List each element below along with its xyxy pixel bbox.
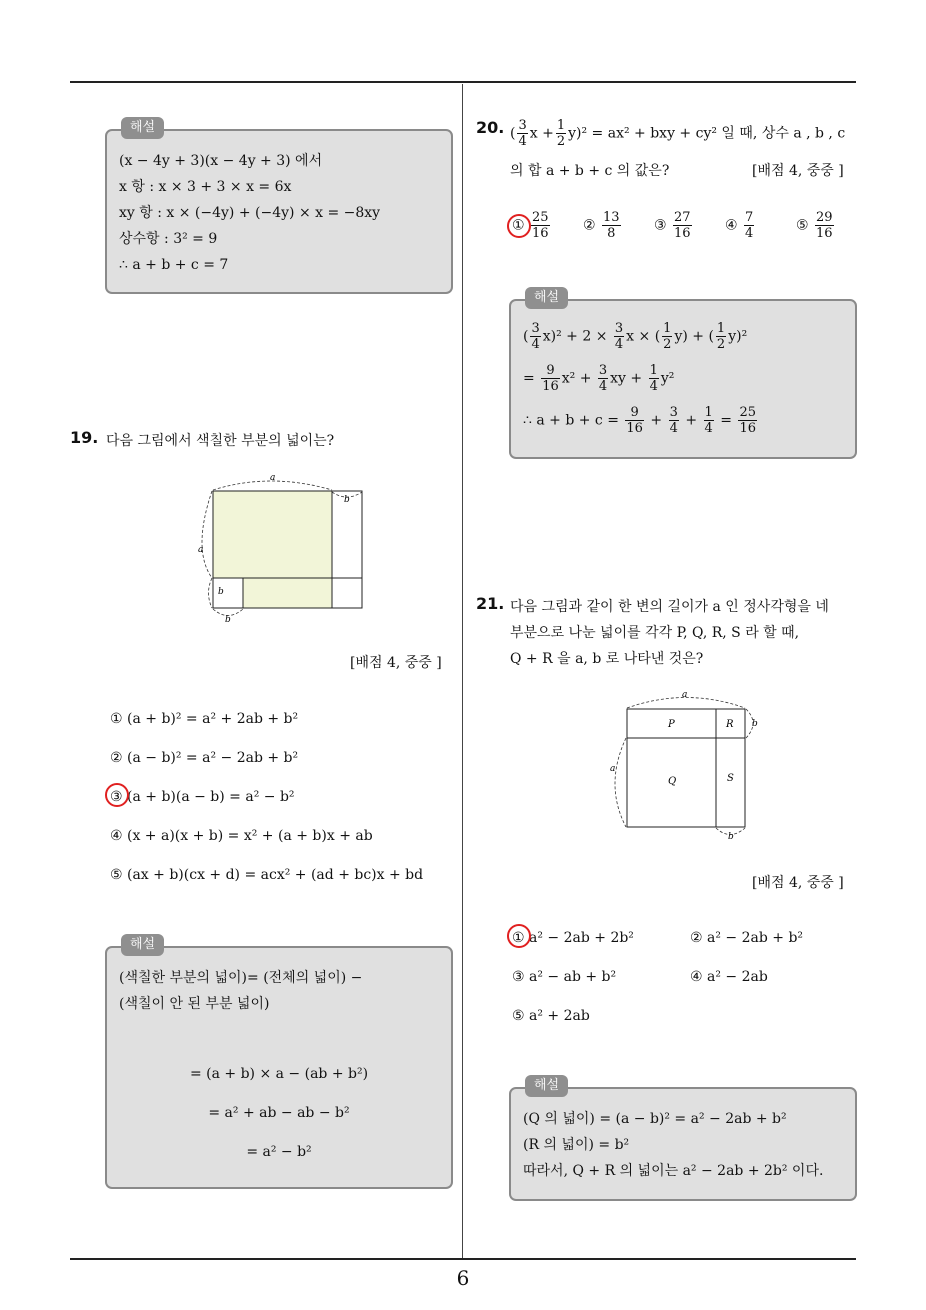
- region-R: R: [726, 719, 734, 730]
- solution-box-20: [509, 290, 857, 459]
- figure-21: [600, 685, 770, 845]
- dimension-arc-left: [615, 738, 626, 827]
- question-meta-21: [배점 4, 중중 ]: [752, 875, 844, 891]
- shaded-square: [213, 491, 332, 578]
- solution-line: (Q 의 넓이) = (a − b)² = a² − 2ab + b²: [523, 1111, 787, 1127]
- page-number: 6: [456, 1266, 470, 1290]
- label-b-right: b: [344, 495, 350, 505]
- dimension-arc-inner: [209, 578, 213, 608]
- question-text-20-line2: 의 합 a + b + c 의 값은?: [510, 163, 670, 179]
- question-text-21-line1: 다음 그림과 같이 한 변의 길이가 a 인 정사각형을 네: [510, 599, 829, 615]
- label-b-bottom: b: [225, 615, 231, 625]
- solution-box-21: [509, 1078, 857, 1201]
- answer-circle-20: [507, 214, 531, 238]
- shaded-strip: [243, 578, 332, 608]
- option-19-5[interactable]: ⑤ (ax + b)(cx + d) = acx² + (ad + bc)x + bd: [110, 867, 424, 883]
- solution-tab: 해설: [525, 1075, 568, 1097]
- solution-line: 상수항 : 3² = 9: [119, 231, 218, 247]
- fraction: $\frac{1}{2}$: [556, 118, 566, 149]
- solution-line: ( $\frac{3}{4}$ x)² + 2 × $\frac{3}{4}$ x × ( $\frac{1}{2}$ y) + ( $\frac{1}{2}$ y)²: [523, 321, 748, 352]
- option-20-4[interactable]: ④ $\frac{7}{4}$: [725, 210, 754, 241]
- solution-line: 따라서, Q + R 의 넓이는 a² − 2ab + 2b² 이다.: [523, 1163, 824, 1179]
- label-a-top: a: [682, 690, 688, 700]
- dimension-arc-left: [202, 491, 212, 578]
- region-Q: Q: [668, 776, 677, 787]
- figure-19: [190, 470, 390, 630]
- option-20-3[interactable]: ③ $\frac{27}{16}$: [654, 210, 691, 241]
- unshaded-right-corner: [332, 578, 362, 608]
- solution-line: (R 의 넓이) = b²: [523, 1137, 630, 1153]
- question-number-20: 20.: [476, 118, 505, 137]
- question-number-19: 19.: [70, 428, 99, 447]
- answer-circle-19: [105, 783, 129, 807]
- option-21-2[interactable]: ② a² − 2ab + b²: [690, 930, 804, 946]
- option-20-2[interactable]: ② $\frac{13}{8}$: [583, 210, 620, 241]
- question-number-21: 21.: [476, 594, 505, 613]
- question-text-21-line2: 부분으로 나눈 넓이를 각각 P, Q, R, S 라 할 때,: [510, 625, 800, 641]
- label-b-bottom: b: [728, 832, 734, 842]
- solution-tab: 해설: [121, 934, 164, 956]
- option-21-3[interactable]: ③ a² − ab + b²: [512, 969, 617, 985]
- option-20-1[interactable]: ① $\frac{25}{16}$: [512, 210, 549, 241]
- bottom-rule: [70, 1258, 856, 1260]
- solution-line: xy 항 : x × (−4y) + (−4y) × x = −8xy: [119, 205, 381, 221]
- label-b-right: b: [752, 719, 758, 729]
- column-divider: [462, 84, 463, 1259]
- option-20-5[interactable]: ⑤ $\frac{29}{16}$: [796, 210, 833, 241]
- region-S: S: [727, 773, 734, 784]
- option-21-4[interactable]: ④ a² − 2ab: [690, 969, 768, 985]
- top-rule: [70, 81, 856, 83]
- solution-box-18: [105, 120, 453, 294]
- solution-line: = a² + ab − ab − b²: [208, 1105, 350, 1121]
- option-19-3[interactable]: ③ (a + b)(a − b) = a² − b²: [110, 789, 295, 805]
- solution-line: = $\frac{9}{16}$ x² + $\frac{3}{4}$ xy + $\frac{1}{4}$ y²: [523, 363, 675, 394]
- solution-line: (색칠이 안 된 부분 넓이): [119, 996, 270, 1012]
- question-meta-20: [배점 4, 중중 ]: [752, 163, 844, 179]
- option-21-5[interactable]: ⑤ a² + 2ab: [512, 1008, 590, 1024]
- option-19-4[interactable]: ④ (x + a)(x + b) = x² + (a + b)x + ab: [110, 828, 373, 844]
- fraction: $\frac{3}{4}$: [518, 118, 527, 149]
- label-a-top: a: [270, 473, 276, 483]
- label-a-left: a: [610, 764, 616, 774]
- question-text-20-line1: ( $\frac{3}{4}$ x + $\frac{1}{2}$ y)² = ax² + bxy + cy² 일 때, 상수 a , b , c: [510, 118, 846, 149]
- label-a-left: a: [198, 545, 204, 555]
- solution-line: (색칠한 부분의 넓이)= (전체의 넓이) −: [119, 970, 363, 986]
- answer-circle-21: [507, 924, 531, 948]
- option-19-2[interactable]: ② (a − b)² = a² − 2ab + b²: [110, 750, 299, 766]
- solution-line: = (a + b) × a − (ab + b²): [189, 1066, 369, 1082]
- label-b-inner: b: [218, 587, 224, 597]
- solution-tab: 해설: [525, 287, 568, 309]
- option-19-1[interactable]: ① (a + b)² = a² + 2ab + b²: [110, 711, 299, 727]
- solution-line: ∴ a + b + c = $\frac{9}{16}$ + $\frac{3}{4}$ + $\frac{1}{4}$ = $\frac{25}{16}$: [523, 405, 756, 436]
- solution-tab: 해설: [121, 117, 164, 139]
- region-P: P: [668, 719, 675, 730]
- solution-line: ∴ a + b + c = 7: [119, 257, 229, 273]
- question-text-21-line3: Q + R 을 a, b 로 나타낸 것은?: [510, 651, 704, 667]
- solution-box-19: [105, 937, 453, 1189]
- option-21-1[interactable]: ① a² − 2ab + 2b²: [512, 930, 634, 946]
- solution-line: x 항 : x × 3 + 3 × x = 6x: [119, 179, 292, 195]
- question-text-19: 다음 그림에서 색칠한 부분의 넓이는?: [106, 433, 335, 449]
- solution-line: (x − 4y + 3)(x − 4y + 3) 에서: [119, 153, 323, 169]
- solution-line: = a² − b²: [246, 1144, 312, 1160]
- question-meta-19: [배점 4, 중중 ]: [350, 655, 442, 671]
